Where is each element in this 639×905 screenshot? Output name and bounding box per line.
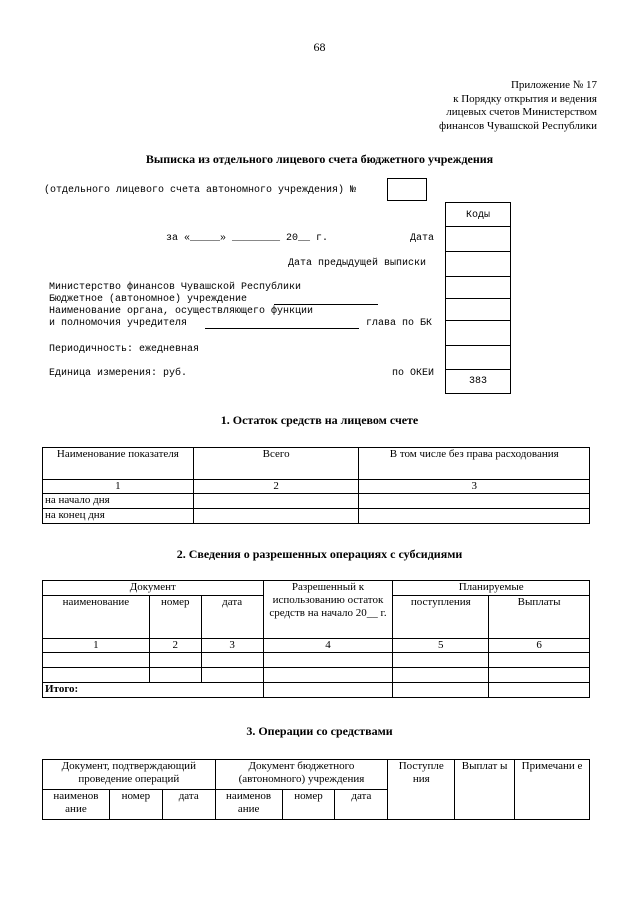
date-line: за «_____» ________ 20__ г.	[166, 233, 329, 244]
appendix-line: к Порядку открытия и ведения	[453, 92, 597, 105]
column-header: дата	[162, 790, 215, 820]
section2-title: 2. Сведения о разрешенных операциях с субсидиями	[176, 547, 463, 561]
organ-underline	[205, 328, 359, 329]
appendix-note	[357, 79, 597, 133]
appendix-line: лицевых счетов Министерством	[446, 106, 597, 118]
column-number: 1	[43, 639, 150, 653]
row-label: на конец дня	[43, 509, 194, 524]
unit-of-measure: Единица измерения: руб.	[49, 368, 188, 379]
cell[interactable]	[263, 668, 393, 683]
cell[interactable]	[489, 683, 590, 698]
column-header: Выплаты	[489, 596, 590, 639]
column-header: дата	[335, 790, 388, 820]
column-header: номер	[149, 596, 201, 639]
ministry-name: Министерство финансов Чувашской Республики	[49, 282, 302, 293]
code-cell-prev-date[interactable]	[445, 252, 511, 277]
cell[interactable]	[193, 494, 359, 509]
funds-operations-table	[42, 759, 590, 820]
code-cell-okei: 383	[445, 370, 511, 394]
cell[interactable]	[263, 653, 393, 668]
cell[interactable]	[359, 509, 590, 524]
institution-underline	[274, 304, 378, 305]
column-number: 2	[193, 480, 359, 494]
okei-label: по ОКЕИ	[392, 368, 435, 379]
column-number: 4	[263, 639, 393, 653]
cell[interactable]	[393, 683, 489, 698]
income-header: Поступле ния	[388, 760, 455, 820]
column-number: 5	[393, 639, 489, 653]
code-cell-bk[interactable]	[445, 321, 511, 346]
table-row	[43, 509, 590, 524]
periodicity: Периодичность: ежедневная	[49, 344, 200, 355]
cell[interactable]	[489, 653, 590, 668]
cell[interactable]	[149, 653, 201, 668]
cell[interactable]	[193, 509, 359, 524]
page-number: 68	[313, 40, 326, 54]
column-header: В том числе без права расходования	[359, 448, 590, 480]
cell[interactable]	[201, 668, 263, 683]
column-header: Наименование показателя	[43, 448, 194, 480]
appendix-line: Приложение № 17	[510, 79, 597, 91]
table-row	[43, 653, 590, 668]
section1-title: 1. Остаток средств на лицевом счете	[220, 413, 419, 427]
document-subtitle: (отдельного лицевого счета автономного учреждения) №	[44, 185, 357, 196]
column-number: 3	[359, 480, 590, 494]
date-label: Дата	[410, 233, 435, 244]
column-number: 6	[489, 639, 590, 653]
table-row	[43, 494, 590, 509]
column-header: поступления	[393, 596, 489, 639]
appendix-line: финансов Чувашской Республики	[438, 119, 597, 132]
total-row	[43, 683, 590, 698]
cell[interactable]	[201, 653, 263, 668]
doc-confirm-header: Документ, подтверждающий проведение операций	[43, 760, 216, 790]
code-cell-periodicity[interactable]	[445, 346, 511, 370]
column-header: номер	[282, 790, 335, 820]
code-cell-ministry[interactable]	[445, 277, 511, 299]
permitted-balance-header: Разрешенный к использованию остаток средств на начало 20__ г.	[263, 581, 393, 639]
codes-column	[445, 202, 511, 394]
doc-header: Документ	[43, 581, 264, 596]
cell[interactable]	[43, 653, 150, 668]
organ-line-1: Наименование органа, осуществляющего функции	[49, 306, 314, 317]
column-header: наименов ание	[43, 790, 110, 820]
total-label: Итого:	[43, 683, 264, 698]
document-title: Выписка из отдельного лицевого счета бюджетного учреждения	[145, 152, 494, 166]
bk-label: глава по БК	[366, 318, 433, 329]
column-number: 2	[149, 639, 201, 653]
code-cell-date[interactable]	[445, 227, 511, 252]
cell[interactable]	[393, 668, 489, 683]
column-header: наименование	[43, 596, 150, 639]
cell[interactable]	[263, 683, 393, 698]
cell[interactable]	[359, 494, 590, 509]
column-header: Всего	[193, 448, 359, 480]
balance-table	[42, 447, 590, 524]
payments-header: Выплат ы	[455, 760, 515, 820]
row-label: на начало дня	[43, 494, 194, 509]
planned-header: Планируемые	[393, 581, 590, 596]
cell[interactable]	[149, 668, 201, 683]
notes-header: Примечани е	[515, 760, 590, 820]
section3-title: 3. Операции со средствами	[246, 724, 393, 738]
column-number: 1	[43, 480, 194, 494]
column-header: дата	[201, 596, 263, 639]
doc-budget-header: Документ бюджетного (автономного) учреждения	[215, 760, 388, 790]
institution-label: Бюджетное (автономное) учреждение	[49, 294, 248, 305]
account-number-field[interactable]	[387, 178, 427, 201]
cell[interactable]	[393, 653, 489, 668]
organ-line-2: и полномочия учредителя	[49, 318, 188, 329]
prev-date-label: Дата предыдущей выписки	[288, 258, 427, 269]
codes-header: Коды	[445, 202, 511, 227]
table-row	[43, 668, 590, 683]
column-header: номер	[109, 790, 162, 820]
code-cell-institution[interactable]	[445, 299, 511, 321]
cell[interactable]	[43, 668, 150, 683]
column-header: наименов ание	[215, 790, 282, 820]
column-number: 3	[201, 639, 263, 653]
cell[interactable]	[489, 668, 590, 683]
subsidy-operations-table	[42, 580, 590, 698]
